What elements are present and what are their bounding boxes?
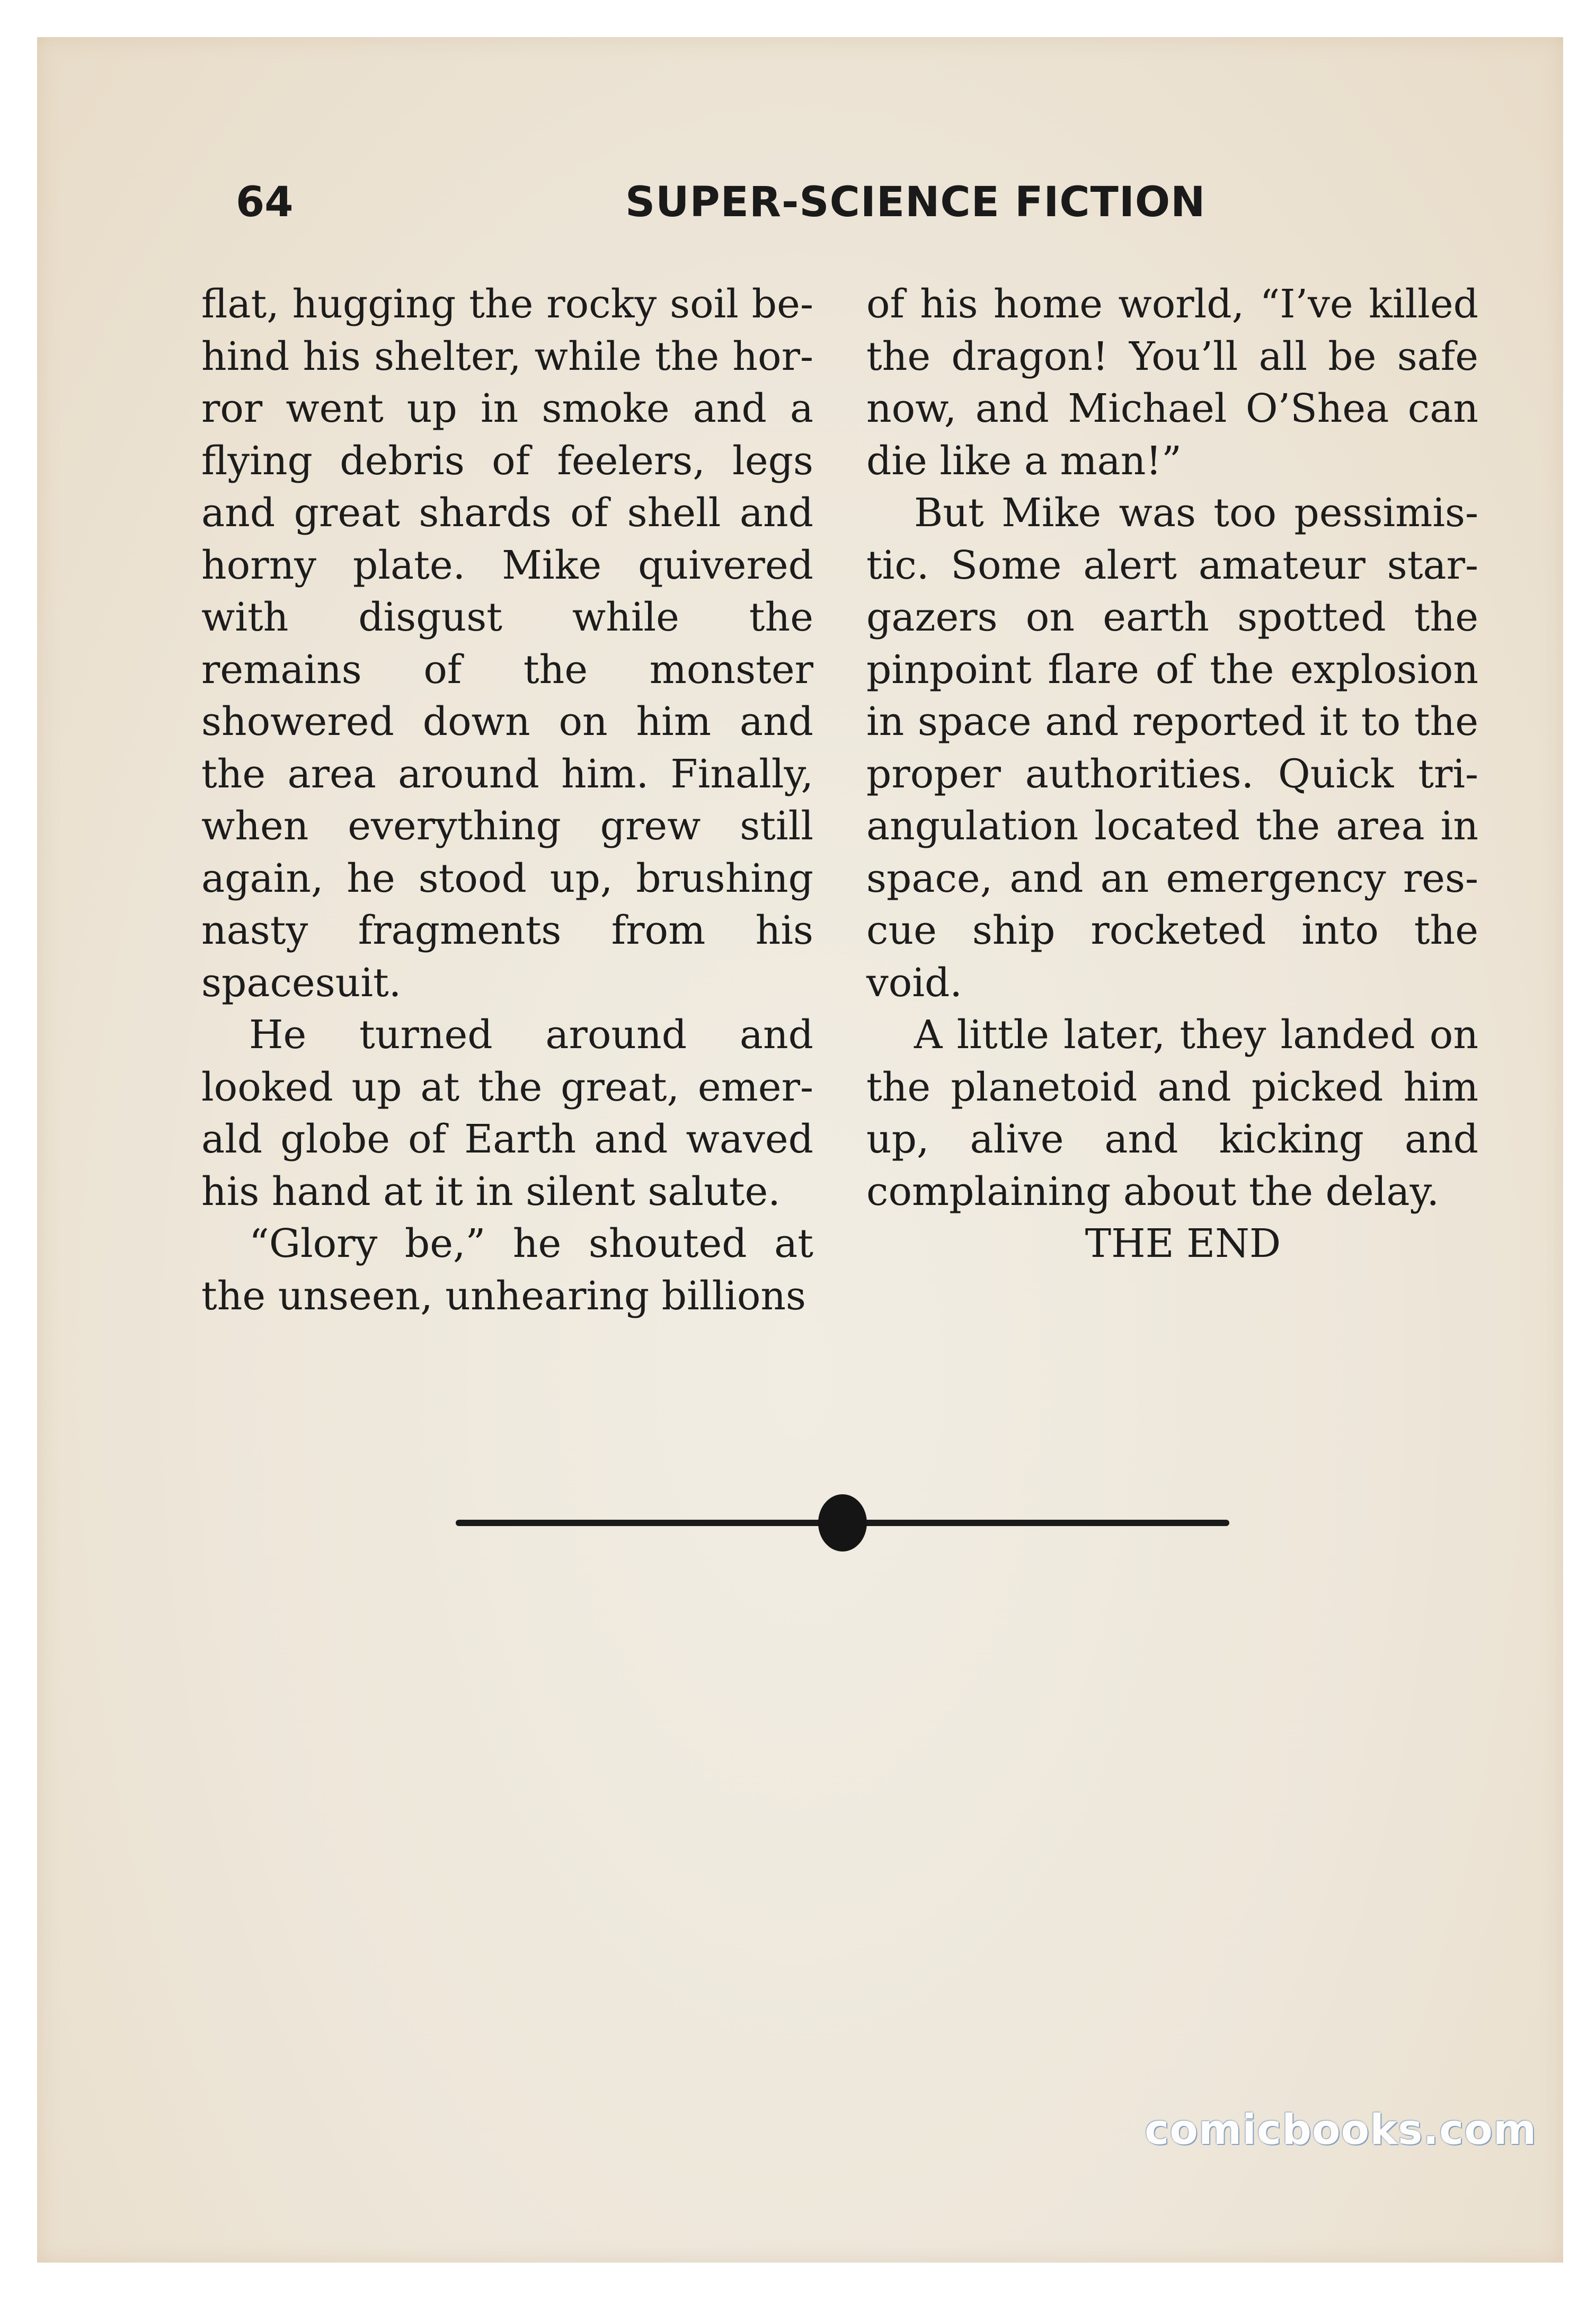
page [37,37,1563,2263]
page-number: 64 [236,179,294,226]
running-header [236,172,1206,230]
left-column [201,278,813,1322]
the-end-label: THE END [1085,1221,1281,1266]
right-column [866,278,1478,1270]
paragraph: of his home world, “I’ve killed the dragon! You’ll all be safe now, and Michael O’Shea can die like a man!” [866,281,1478,484]
paragraph: He turned around and looked up at the great, emerald globe of Earth and waved his hand at it in silent salute. [201,1012,813,1214]
paragraph: But Mike was too pessimistic. Some alert amateur stargazers on earth spotted the pinpoint flare of the explosion in space and reported it to the proper authorities. Quick triangulation located the area in space, and an emergency rescue ship rocketed into the void. [866,490,1478,1006]
end-ornament-divider [456,1492,1229,1555]
running-title: SUPER-SCIENCE FICTION [625,179,1206,226]
paragraph: flat, hugging the rocky soil behind his shelter, while the horror went up in smoke and a flying debris of feelers, legs and great shards of shell and horny plate. Mike quivered with disgust while the remains of the monster showered down on him and the area around him. Finally, when everything grew still again, he stood up, brushing nasty fragments from his spacesuit. [201,281,813,1006]
paragraph: A little later, they landed on the planetoid and picked him up, alive and kicking and complaining about the delay. [866,1012,1478,1214]
watermark-logo: comicbooks.com [1145,2106,1537,2154]
paragraph: “Glory be,” he shouted at the unseen, unhearing billions [201,1221,813,1319]
